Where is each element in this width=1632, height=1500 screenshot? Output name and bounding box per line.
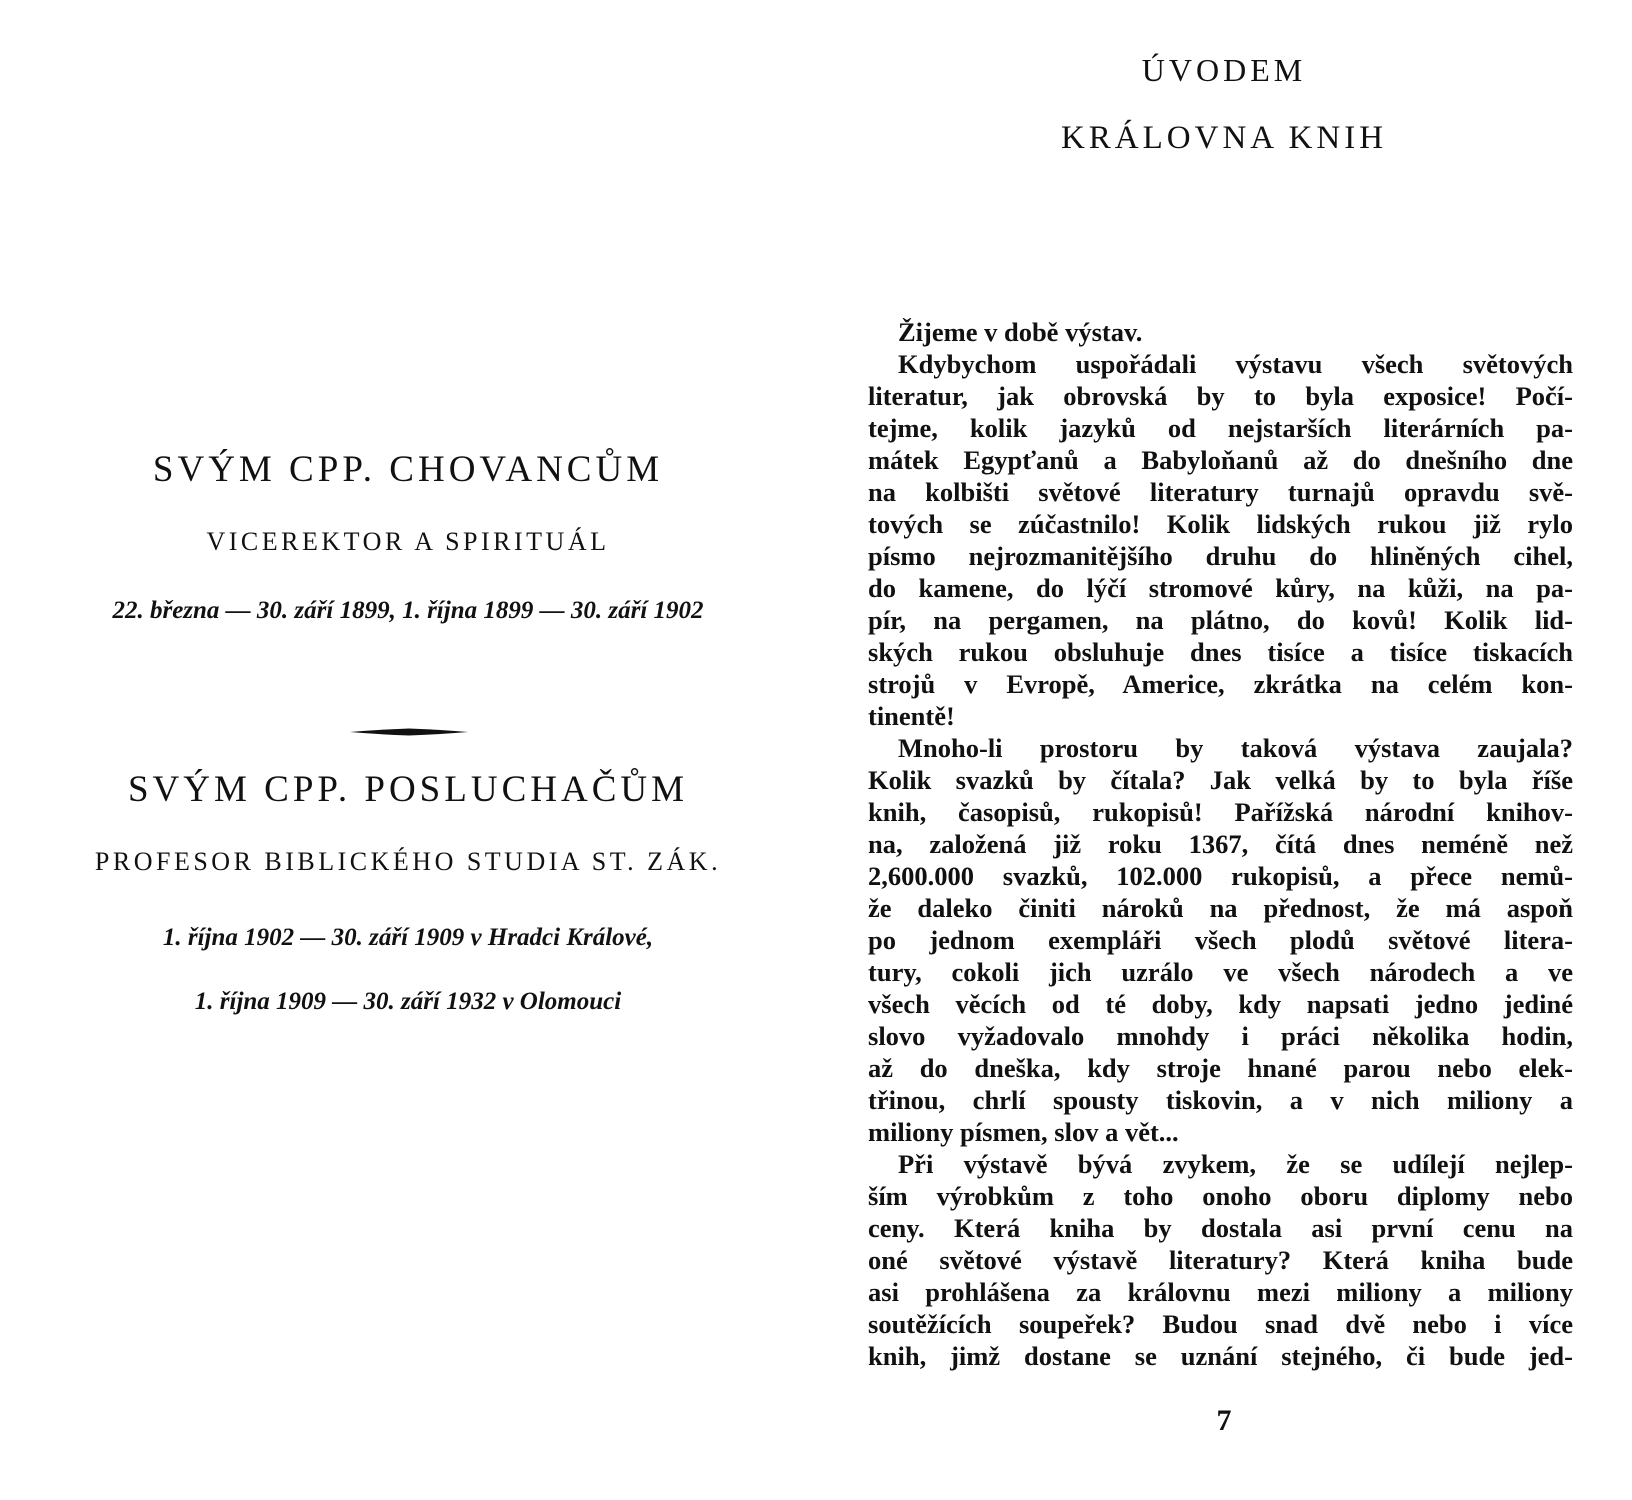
dedication-dates-2a: 1. října 1902 — 30. září 1909 v Hradci Králové, [162,924,654,951]
text-line: miliony písmen, slov a vět... [868,1117,1179,1147]
text-line: Při výstavě bývá zvykem, že se udílejí nejlep- [898,1149,1573,1179]
dedication-role-professor: PROFESOR BIBLICKÉHO STUDIA ST. ZÁK. [94,847,722,876]
text-line: na kolbišti světové literatury turnajů opravdu svě- [868,477,1573,507]
text-line: literatur, jak obrovská by to byla exposice! Počí- [868,381,1573,411]
body-text [868,316,1573,1372]
dedication-dates-2b: 1. října 1909 — 30. září 1932 v Olomouci [194,988,622,1015]
text-line: knih, jimž dostane se uznání stejného, či bude jed- [868,1341,1573,1371]
text-line: asi prohlášena za královnu mezi miliony a miliony [868,1277,1573,1307]
text-line: Žijeme v době výstav. [898,317,1143,347]
text-line: po jednom exempláři všech plodů světové litera- [868,925,1573,955]
text-line: slovo vyžadovalo mnohdy i práci několika hodin, [868,1021,1573,1051]
text-line: ských rukou obsluhuje dnes tisíce a tisíce tiskacích [868,637,1573,667]
text-line: až do dneška, kdy stroje hnané parou nebo elek- [868,1053,1573,1083]
text-line: že daleko činiti nároků na přednost, že má aspoň [868,893,1573,923]
text-line: mátek Egypťanů a Babyloňanů až do dnešního dne [868,445,1573,475]
text-line: ším výrobkům z toho onoho oboru diplomy nebo [868,1181,1573,1211]
text-line: na, založená již roku 1367, čítá dnes neméně než [868,829,1573,859]
text-line: do kamene, do lýčí stromové kůry, na kůži, na pa- [868,573,1573,603]
text-line: třinou, chrlí spousty tiskovin, a v nich miliony a [868,1085,1573,1115]
page-number: 7 [1216,1404,1232,1437]
text-line: tových se zúčastnilo! Kolik lidských rukou již rylo [868,509,1573,539]
text-line: Mnoho-li prostoru by taková výstava zaujala? [898,733,1573,763]
text-line: 2,600.000 svazků, 102.000 rukopisů, a přece nemů- [868,861,1573,891]
chapter-title: KRÁLOVNA KNIH [1060,120,1388,156]
text-line: soutěžících soupeřek? Budou snad dvě nebo i více [868,1309,1573,1339]
text-line: knih, časopisů, rukopisů! Pařížská národní knihov- [868,797,1573,827]
ornamental-divider [350,728,468,736]
dedication-title-students: SVÝM CPP. CHOVANCŮM [152,449,664,490]
text-line: ceny. Která kniha by dostala asi první cenu na [868,1213,1573,1243]
text-line: písmo nejrozmanitějšího druhu do hliněných cihel, [868,541,1573,571]
text-line: tejme, kolik jazyků od nejstarších literárních pa- [868,413,1573,443]
text-line: oné světové výstavě literatury? Která kniha bude [868,1245,1573,1275]
right-page [816,0,1632,1500]
text-line: pír, na pergamen, na plátno, do kovů! Kolik lid- [868,605,1573,635]
dedication-title-listeners: SVÝM CPP. POSLUCHAČŮM [127,769,688,810]
text-line: tinentě! [868,701,955,731]
dedication-role-vicerector: VICEREKTOR A SPIRITUÁL [206,527,610,556]
text-line: strojů v Evropě, Americe, zkrátka na celém kon- [868,669,1573,699]
chapter-kicker: ÚVODEM [1141,52,1307,88]
text-line: Kdybychom uspořádali výstavu všech světových [898,349,1573,379]
text-line: Kolik svazků by čítala? Jak velká by to byla říše [868,765,1573,795]
text-line: tury, cokoli jich uzrálo ve všech národech a ve [868,957,1573,987]
text-line: všech věcích od té doby, kdy napsati jedno jediné [868,989,1573,1019]
dedication-dates-1: 22. března — 30. září 1899, 1. října 1899 — 30. září 1902 [112,597,704,624]
